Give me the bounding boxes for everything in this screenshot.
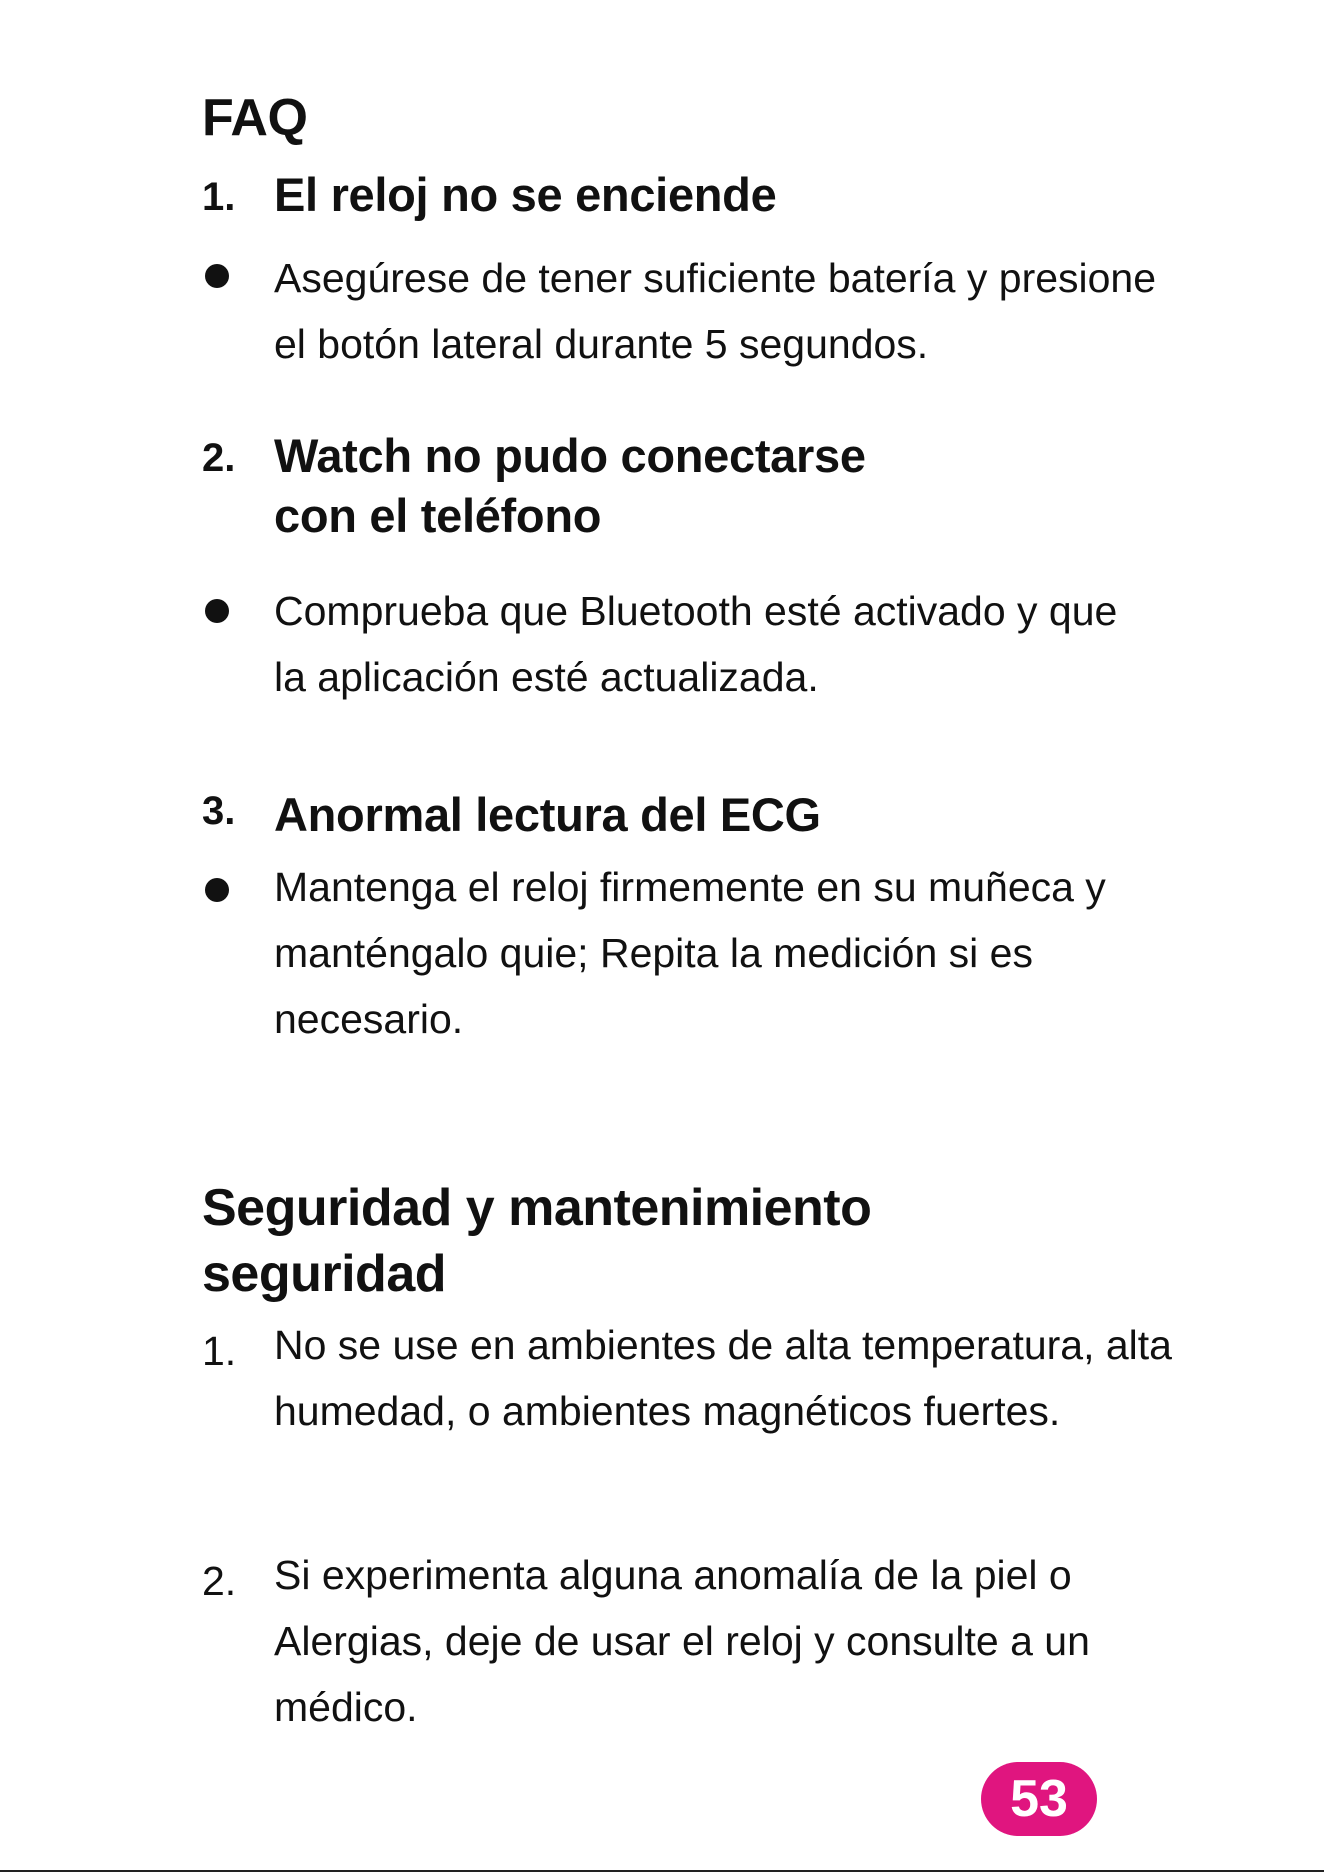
faq-item-title: con el teléfono [274, 489, 602, 542]
safety-item-text: Si experimenta alguna anomalía de la piel o Alergias, deje de usar el reloj y consulte a un médico. [274, 1552, 1090, 1730]
faq-item-title: Anormal lectura del ECG [274, 788, 821, 841]
faq-item-answer: Mantenga el reloj firmemente en su muñeca y manténgalo quie; Repita la medición si es necesario. [274, 864, 1106, 1042]
bullet-icon [205, 878, 229, 902]
page-number-badge: 53 [981, 1762, 1097, 1836]
faq-item-number: 1. [202, 175, 236, 219]
faq-item-title: El reloj no se enciende [274, 168, 777, 221]
safety-item-number: 2. [202, 1558, 237, 1604]
faq-item-number: 3. [202, 789, 236, 833]
safety-subheading: seguridad [202, 1245, 446, 1303]
safety-item-number: 1. [202, 1328, 237, 1374]
bullet-icon [205, 264, 229, 288]
safety-heading: Seguridad y mantenimiento [202, 1179, 872, 1237]
faq-item-answer: Comprueba que Bluetooth esté activado y que la aplicación esté actualizada. [274, 588, 1118, 700]
faq-item-number: 2. [202, 436, 236, 480]
faq-heading: FAQ [202, 89, 308, 147]
faq-item-answer: Asegúrese de tener suficiente batería y presione el botón lateral durante 5 segundos. [274, 255, 1157, 367]
faq-item-title: Watch no pudo conectarse [274, 429, 866, 482]
bullet-icon [205, 599, 229, 623]
safety-item-text: No se use en ambientes de alta temperatura, alta humedad, o ambientes magnéticos fuertes. [274, 1322, 1172, 1434]
